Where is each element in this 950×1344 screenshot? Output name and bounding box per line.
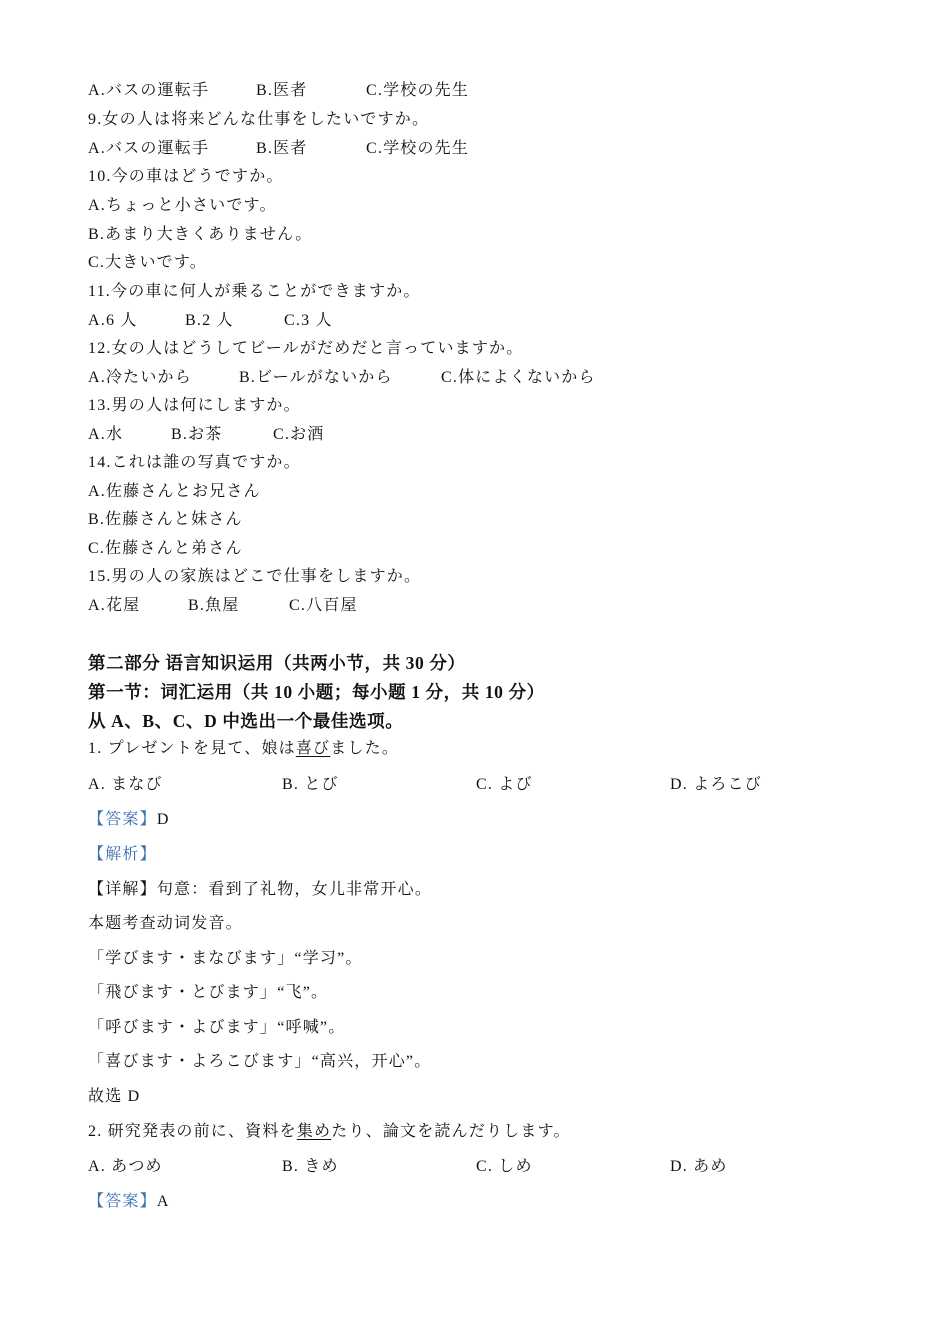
v2-question-underlined: 集め [296, 1123, 332, 1140]
answer-tag: 【答案】 [88, 1193, 157, 1210]
q13-question: 13.男の人は何にしますか。 [88, 397, 301, 414]
v1-answer [88, 810, 170, 830]
q10-option-a: A.ちょっと小さいです。 [88, 197, 277, 214]
v1-conclusion: 故选 D [88, 1088, 141, 1105]
q10-option-b: B.あまり大きくありません。 [88, 226, 313, 243]
v1-question-post: ました。 [330, 740, 400, 757]
q13-option-c: C.お酒 [273, 426, 325, 443]
q8-option-a: A.バスの運転手 [88, 82, 210, 99]
q9-option-b: B.医者 [256, 140, 308, 157]
answer-value: A [156, 1193, 170, 1210]
q8-option-c: C.学校の先生 [366, 82, 470, 99]
v1-explanation-line: 本题考查动词发音。 [88, 915, 243, 932]
v1-explanation-line: 「学びます・まなびます」“学习”。 [88, 950, 363, 967]
v1-explanation-line: 「喜びます・よろこびます」“高兴，开心”。 [88, 1053, 432, 1070]
v2-question-pre: 2. 研究発表の前に、資料を [88, 1123, 297, 1140]
v1-detail [88, 880, 432, 900]
q13-option-a: A.水 [88, 426, 124, 443]
v1-question [88, 739, 399, 759]
q9-options [88, 139, 469, 159]
v1-question-pre: 1. プレゼントを見て、娘は [88, 740, 296, 757]
q11-option-a: A.6 人 [88, 312, 138, 329]
q8-options [88, 81, 469, 101]
v2-question-post: たり、論文を読んだりします。 [331, 1123, 571, 1140]
v1-option-c: C. よび [476, 776, 533, 793]
q15-question: 15.男の人の家族はどこで仕事をしますか。 [88, 568, 422, 585]
q8-option-b: B.医者 [256, 82, 308, 99]
v2-option-b: B. きめ [282, 1158, 339, 1175]
section1-title: 第一节：词汇运用（共 10 小题；每小题 1 分，共 10 分） [88, 682, 545, 702]
q11-options [88, 311, 333, 331]
q14-option-b: B.佐藤さんと妹さん [88, 511, 243, 528]
q10-option-c: C.大きいです。 [88, 254, 207, 271]
q15-option-b: B.魚屋 [188, 597, 240, 614]
detail-text: 句意：看到了礼物，女儿非常开心。 [156, 881, 433, 898]
q13-option-b: B.お茶 [171, 426, 223, 443]
v1-question-underlined: 喜び [295, 740, 331, 757]
q9-option-c: C.学校の先生 [366, 140, 470, 157]
q12-option-b: B.ビールがないから [239, 369, 393, 386]
v2-option-c: C. しめ [476, 1158, 533, 1175]
q11-option-b: B.2 人 [185, 312, 234, 329]
q9-option-a: A.バスの運転手 [88, 140, 210, 157]
q12-options [88, 368, 596, 388]
q11-question: 11.今の車に何人が乗ることができますか。 [88, 283, 421, 300]
instruction: 从 A、B、C、D 中选出一个最佳选项。 [88, 711, 404, 731]
q10-question: 10.今の車はどうですか。 [88, 168, 284, 185]
analysis-tag: 【解析】 [88, 846, 157, 863]
v1-option-d: D. よろこび [670, 776, 762, 793]
q15-option-a: A.花屋 [88, 597, 141, 614]
q14-option-c: C.佐藤さんと弟さん [88, 540, 243, 557]
v1-analysis [88, 845, 157, 865]
q9-question: 9.女の人は将来どんな仕事をしたいですか。 [88, 111, 430, 128]
v1-option-a: A. まなび [88, 776, 163, 793]
answer-tag: 【答案】 [88, 811, 157, 828]
v1-option-b: B. とび [282, 776, 339, 793]
detail-tag: 【详解】 [88, 881, 157, 898]
q12-option-c: C.体によくないから [441, 369, 596, 386]
q11-option-c: C.3 人 [284, 312, 333, 329]
answer-value: D [156, 811, 170, 828]
v2-question [88, 1122, 571, 1142]
v2-answer [88, 1192, 170, 1212]
q12-option-a: A.冷たいから [88, 369, 192, 386]
q14-option-a: A.佐藤さんとお兄さん [88, 483, 261, 500]
v1-explanation-line: 「飛びます・とびます」“飞”。 [88, 984, 329, 1001]
part2-title: 第二部分 语言知识运用（共两小节，共 30 分） [88, 653, 466, 673]
q13-options [88, 425, 324, 445]
q12-question: 12.女の人はどうしてビールがだめだと言っていますか。 [88, 340, 524, 357]
v1-explanation-line: 「呼びます・よびます」“呼喊”。 [88, 1019, 346, 1036]
v2-option-a: A. あつめ [88, 1158, 163, 1175]
q15-options [88, 596, 358, 616]
q15-option-c: C.八百屋 [289, 597, 358, 614]
v2-option-d: D. あめ [670, 1158, 728, 1175]
q14-question: 14.これは誰の写真ですか。 [88, 454, 301, 471]
